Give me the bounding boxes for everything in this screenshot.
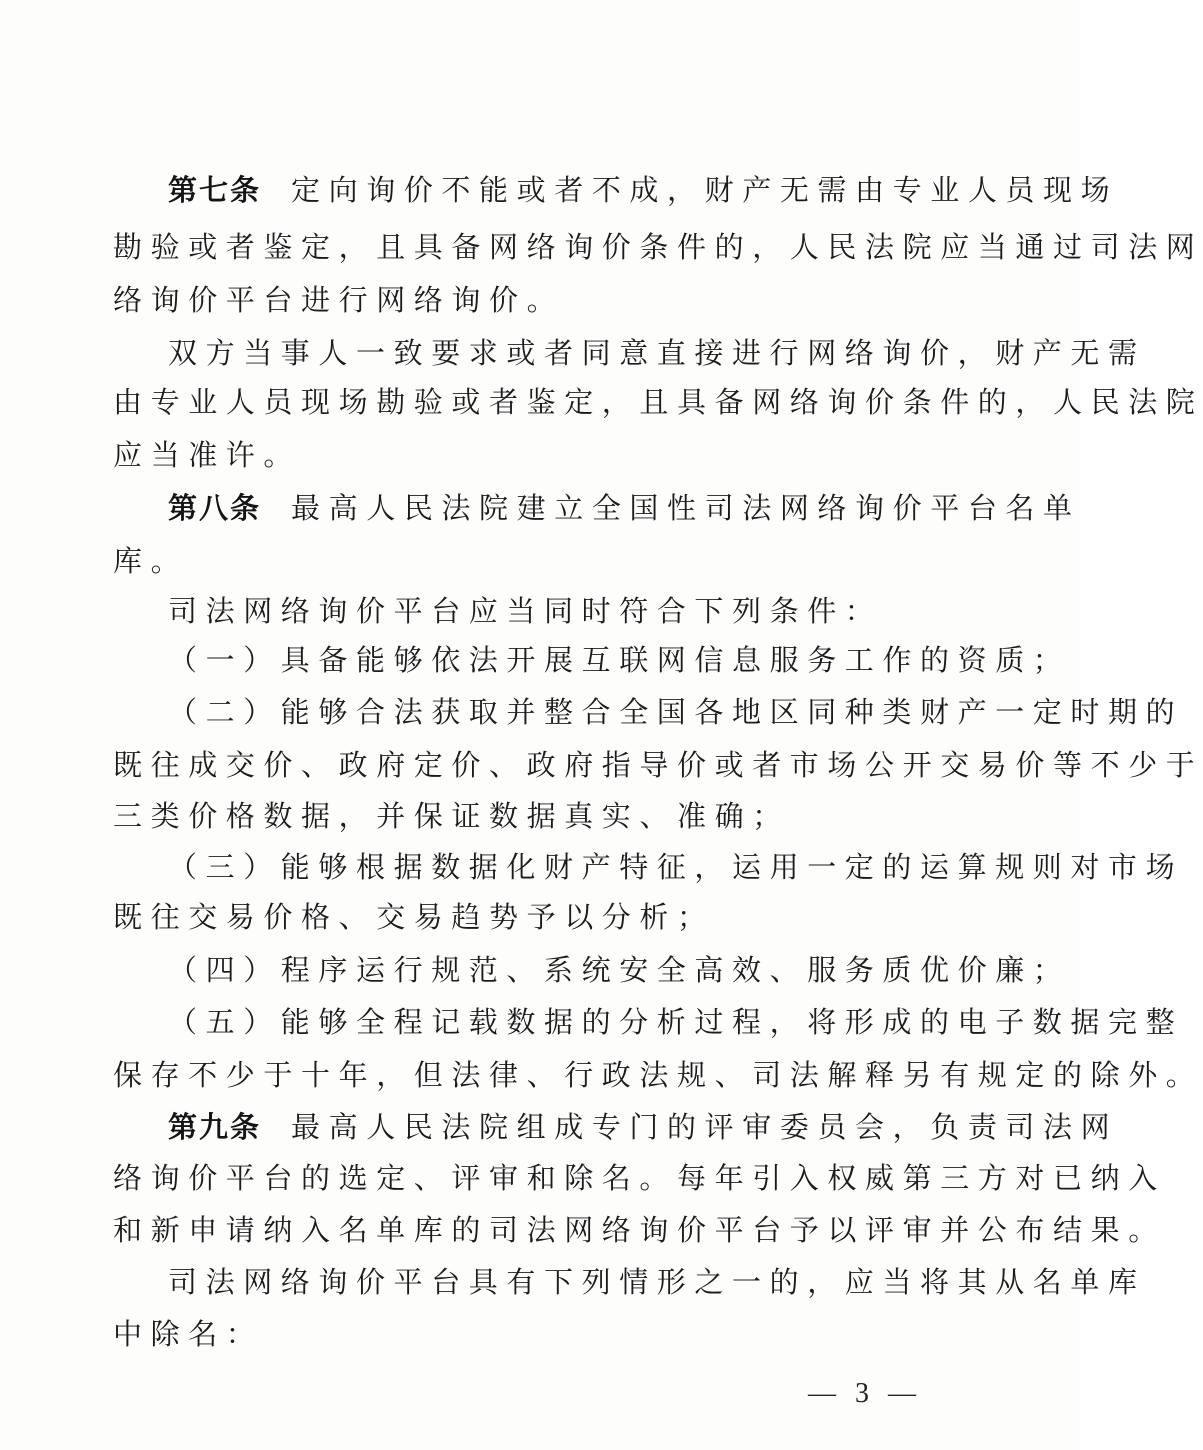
article-9-line-3: 和新申请纳入名单库的司法网络询价平台予以评审并公布结果。: [113, 1213, 1166, 1247]
article-9-line-1: 最高人民法院组成专门的评审委员会，负责司法网: [291, 1110, 1119, 1144]
article-8-first-line: [168, 488, 1081, 528]
article-8-line-11: （五）能够全程记载数据的分析过程，将形成的电子数据完整: [168, 1005, 1184, 1039]
article-8-line-6: 既往成交价、政府定价、政府指导价或者市场公开交易价等不少于: [113, 748, 1203, 782]
article-9-title: 第九条: [168, 1110, 262, 1144]
article-9-line-5: 中除名：: [113, 1317, 264, 1351]
article-8-line-4: （一）具备能够依法开展互联网信息服务工作的资质；: [168, 643, 1071, 677]
article-7-line-1: 定向询价不能或者不成，财产无需由专业人员现场: [291, 173, 1119, 207]
article-8-line-9: 既往交易价格、交易趋势予以分析；: [113, 900, 715, 934]
article-8-line-2: 库。: [113, 544, 189, 578]
article-8-line-12: 保存不少于十年，但法律、行政法规、司法解释另有规定的除外。: [113, 1058, 1203, 1092]
article-8-line-1: 最高人民法院建立全国性司法网络询价平台名单: [291, 491, 1081, 525]
article-9-line-2: 络询价平台的选定、评审和除名。每年引入权威第三方对已纳入: [113, 1161, 1166, 1195]
article-7-line-4: 双方当事人一致要求或者同意直接进行网络询价，财产无需: [168, 336, 1146, 370]
article-9-line-4: 司法网络询价平台具有下列情形之一的，应当将其从名单库: [168, 1265, 1146, 1299]
article-8-line-5: （二）能够合法获取并整合全国各地区同种类财产一定时期的: [168, 695, 1184, 729]
article-7-line-5: 由专业人员现场勘验或者鉴定，且具备网络询价条件的，人民法院: [113, 385, 1203, 419]
article-8-line-7: 三类价格数据，并保证数据真实、准确；: [113, 799, 790, 833]
article-7-title: 第七条: [168, 173, 262, 207]
article-7-first-line: [168, 170, 1118, 210]
article-7-line-2: 勘验或者鉴定，且具备网络询价条件的，人民法院应当通过司法网: [113, 230, 1203, 264]
page-number: — 3 —: [808, 1378, 922, 1409]
article-7-line-6: 应当准许。: [113, 438, 302, 472]
article-8-line-10: （四）程序运行规范、系统安全高效、服务质优价廉；: [168, 953, 1071, 987]
article-7-line-3: 络询价平台进行网络询价。: [113, 283, 565, 317]
article-8-line-8: （三）能够根据数据化财产特征，运用一定的运算规则对市场: [168, 850, 1184, 884]
article-9-first-line: [168, 1107, 1118, 1147]
article-8-title: 第八条: [168, 491, 262, 525]
article-8-line-3: 司法网络询价平台应当同时符合下列条件：: [168, 594, 883, 628]
